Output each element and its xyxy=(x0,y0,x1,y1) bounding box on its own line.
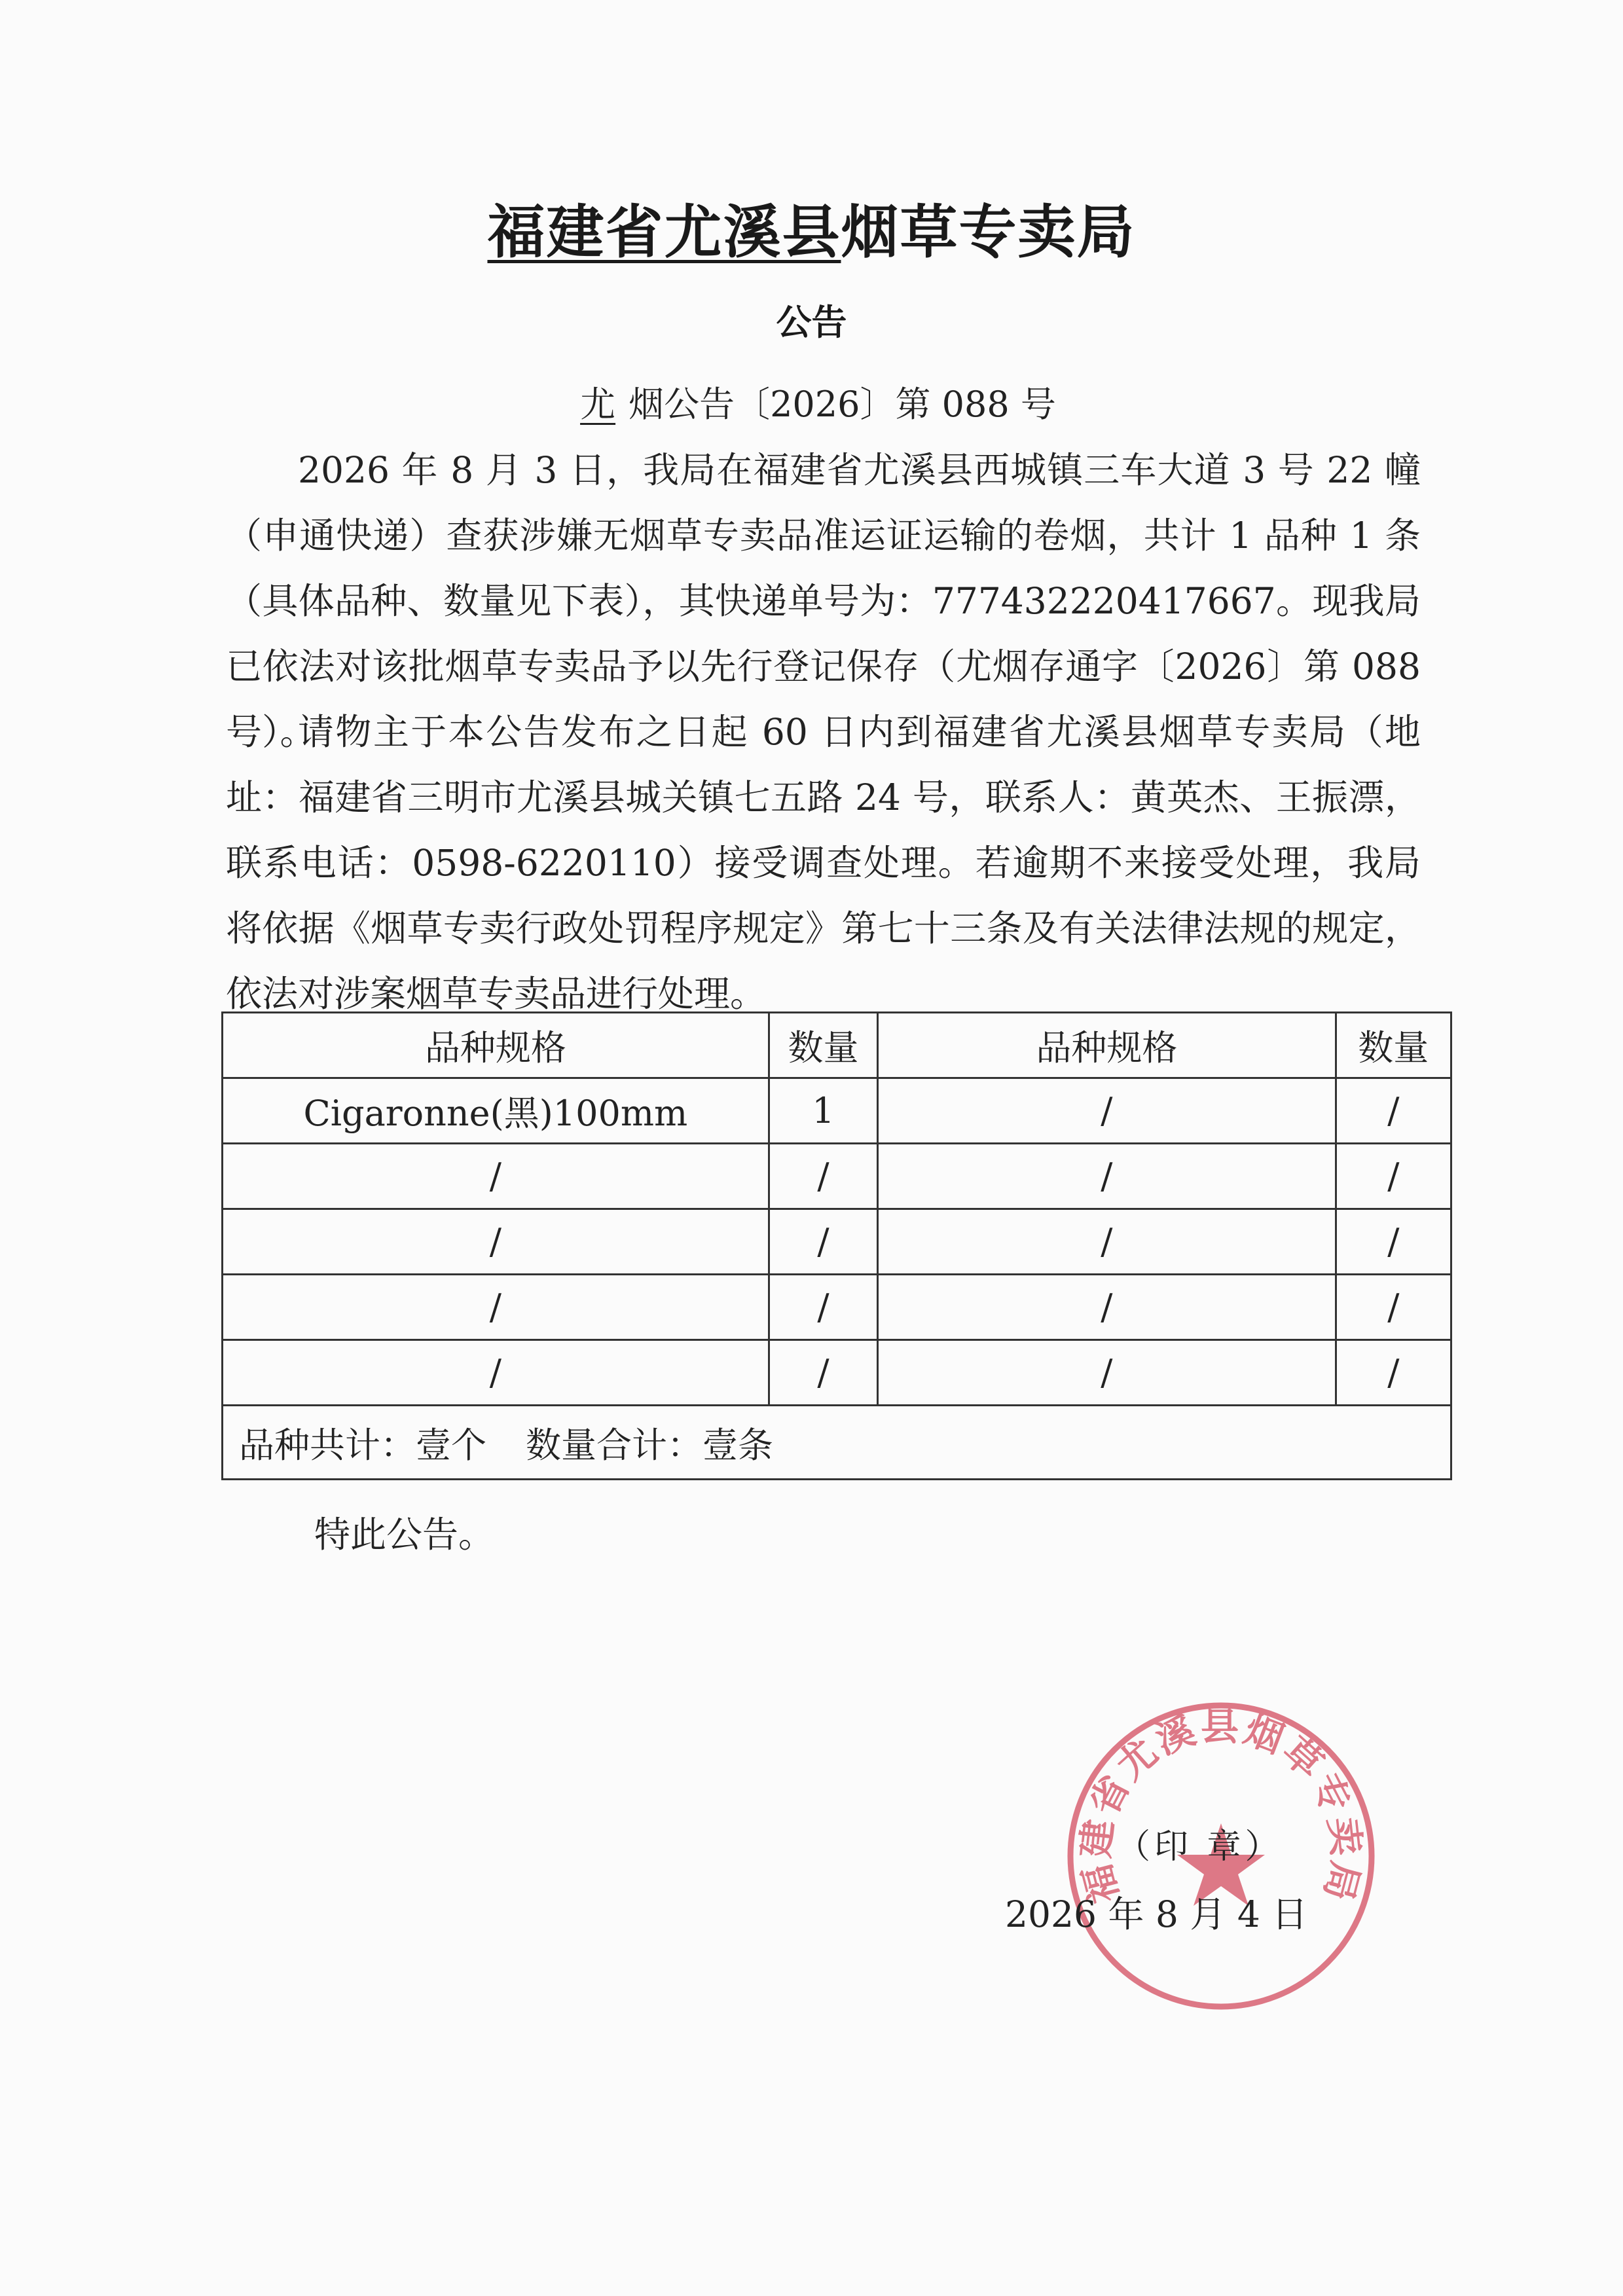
table-row xyxy=(223,1340,1451,1406)
table-row xyxy=(223,1209,1451,1275)
body-paragraph-2: 请物主于本公告发布之日起 60 日内到福建省尤溪县烟草专卖局（地址：福建省三明市尤溪县城关镇七五路 24 号，联系人：黄英杰、王振漂，联系电话：0598-6220110）接受调查处理。若逾期不来接受处理，我局将依据《烟草专卖行政处罚程序规定》第七十三条及有关法律法规的规定，依法对涉案烟草专卖品进行处理。 xyxy=(226,711,1421,1015)
table-cell: / xyxy=(1336,1340,1451,1406)
table-cell: / xyxy=(1336,1275,1451,1340)
title-underlined-part: 福建省尤溪县 xyxy=(487,198,841,266)
table-cell: / xyxy=(223,1340,769,1406)
table-cell: / xyxy=(769,1275,878,1340)
table-cell: / xyxy=(878,1340,1336,1406)
table-header-cell: 数量 xyxy=(769,1013,878,1078)
table-row xyxy=(223,1275,1451,1340)
table-cell: / xyxy=(878,1078,1336,1144)
document-number-rest: 烟公告〔2026〕第 088 号 xyxy=(629,384,1056,425)
table-row xyxy=(223,1144,1451,1209)
table-cell: / xyxy=(1336,1078,1451,1144)
document-number xyxy=(0,376,1623,427)
seized-goods-table xyxy=(221,1011,1452,1480)
total-quantity: 数量合计：壹条 xyxy=(526,1424,773,1466)
table-cell: / xyxy=(223,1144,769,1209)
table-total-row xyxy=(223,1406,1451,1480)
table-cell: 1 xyxy=(769,1078,878,1144)
table-cell: / xyxy=(1336,1144,1451,1209)
table-header-cell: 数量 xyxy=(1336,1013,1451,1078)
table-cell: / xyxy=(223,1275,769,1340)
table-row xyxy=(223,1078,1451,1144)
table-total-cell xyxy=(223,1406,1451,1480)
table-cell: Cigaronne(黑)100mm xyxy=(223,1078,769,1144)
issue-date: 2026 年 8 月 4 日 xyxy=(1005,1893,1308,1935)
table-cell: / xyxy=(223,1209,769,1275)
total-varieties: 品种共计：壹个 xyxy=(239,1424,486,1466)
document-number-prefix: 尤 xyxy=(580,384,616,425)
document-title xyxy=(0,187,1623,269)
table-cell: / xyxy=(769,1209,878,1275)
document-subtitle: 公告 xyxy=(776,302,847,343)
table-header-cell: 品种规格 xyxy=(223,1013,769,1078)
table-cell: / xyxy=(769,1340,878,1406)
table-cell: / xyxy=(878,1275,1336,1340)
table-cell: / xyxy=(1336,1209,1451,1275)
closing-text: 特此公告。 xyxy=(314,1514,495,1556)
table-header-row xyxy=(223,1013,1451,1078)
seal-text: 福建省尤溪县烟草专卖局 xyxy=(1072,1704,1370,1908)
title-rest-part: 烟草专卖局 xyxy=(841,198,1136,266)
body-paragraph-1: 2026 年 8 月 3 日，我局在福建省尤溪县西城镇三车大道 3 号 22 幢（申通快递）查获涉嫌无烟草专卖品准运证运输的卷烟，共计 1 品种 1 条（具体品种、数量见下表），其快递单号为：777432220417667。现我局已依法对该批烟草专卖品予以先行登记保存（尤烟存通字〔2026〕第 088 号）。 xyxy=(226,449,1421,753)
table-header-cell: 品种规格 xyxy=(878,1013,1336,1078)
seal-label: （印 章） xyxy=(1116,1827,1283,1867)
table-cell: / xyxy=(769,1144,878,1209)
table-cell: / xyxy=(878,1144,1336,1209)
table-cell: / xyxy=(878,1209,1336,1275)
